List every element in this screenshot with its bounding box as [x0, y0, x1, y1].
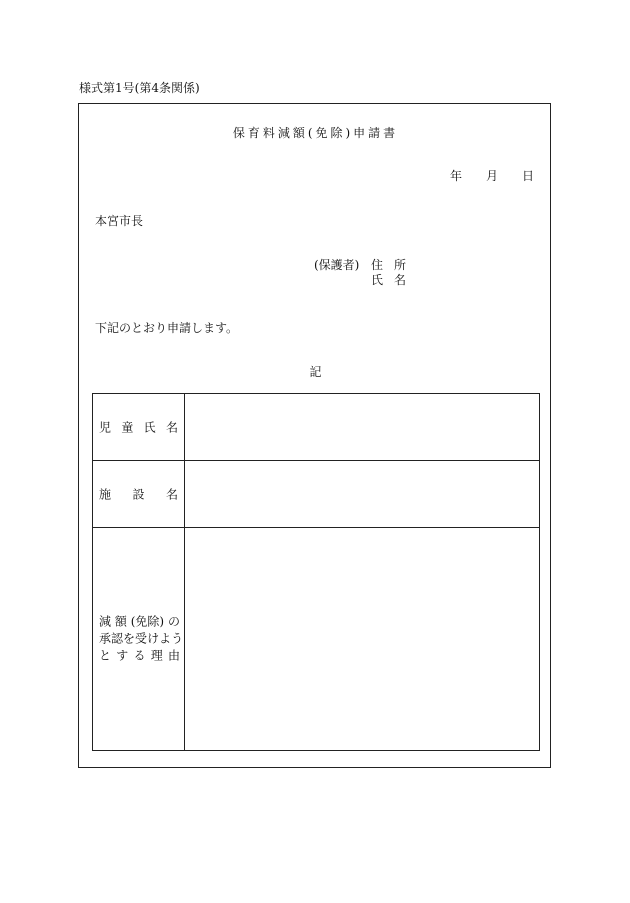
- label-glyph: 施: [99, 487, 112, 502]
- guardian-role-label: (保護者): [314, 258, 360, 272]
- label-glyph: 名: [165, 420, 178, 435]
- label-glyph: の: [167, 614, 180, 629]
- form-number: 様式第1号(第4条関係): [79, 81, 200, 95]
- label-glyph: 理: [150, 648, 163, 663]
- table-row-child-name: [93, 394, 539, 461]
- form-title: 保育料減額(免除)申請書: [232, 126, 399, 140]
- label-glyph: 額: [114, 614, 127, 629]
- label-glyph: す: [116, 648, 129, 663]
- label-glyph: 認: [111, 631, 124, 646]
- child-name-label-cell: [93, 394, 185, 460]
- child-name-field[interactable]: [185, 394, 539, 460]
- label-glyph: る: [133, 648, 146, 663]
- request-statement: 下記のとおり申請します。: [95, 321, 239, 335]
- label-glyph: 童: [121, 420, 134, 435]
- child-name-label: [99, 419, 178, 436]
- month-label: 月: [485, 169, 498, 183]
- label-glyph: と: [99, 648, 112, 663]
- name-label: 氏名: [371, 273, 418, 287]
- reason-field[interactable]: [185, 528, 539, 750]
- label-glyph: (免除): [130, 614, 165, 629]
- reason-label-cell: [93, 528, 185, 750]
- date-line: [450, 167, 534, 184]
- application-form-frame: [78, 103, 551, 768]
- label-glyph: よ: [159, 631, 172, 646]
- label-glyph: け: [147, 631, 160, 646]
- facility-name-field[interactable]: [185, 461, 539, 527]
- reason-label: [99, 614, 184, 665]
- label-glyph: 承: [99, 631, 112, 646]
- ki-heading: 記: [309, 365, 322, 379]
- label-glyph: 児: [99, 420, 112, 435]
- label-glyph: 名: [165, 487, 178, 502]
- day-label: 日: [521, 169, 534, 183]
- reason-label-line-1: [99, 614, 180, 631]
- label-glyph: 設: [132, 487, 145, 502]
- label-glyph: 減: [99, 614, 112, 629]
- label-glyph: を: [123, 631, 136, 646]
- facility-name-label: [99, 486, 178, 503]
- reason-label-line-3: [99, 648, 180, 665]
- label-glyph: 氏: [143, 420, 156, 435]
- year-label: 年: [449, 169, 462, 183]
- table-row-reason: [93, 528, 539, 750]
- address-label: 住所: [371, 258, 418, 272]
- label-glyph: う: [171, 631, 184, 646]
- addressee: 本宮市長: [95, 214, 144, 228]
- label-glyph: 由: [167, 648, 180, 663]
- details-table: [92, 393, 540, 751]
- label-glyph: 受: [135, 631, 148, 646]
- facility-name-label-cell: [93, 461, 185, 527]
- table-row-facility-name: [93, 461, 539, 528]
- reason-label-line-2: [99, 631, 184, 648]
